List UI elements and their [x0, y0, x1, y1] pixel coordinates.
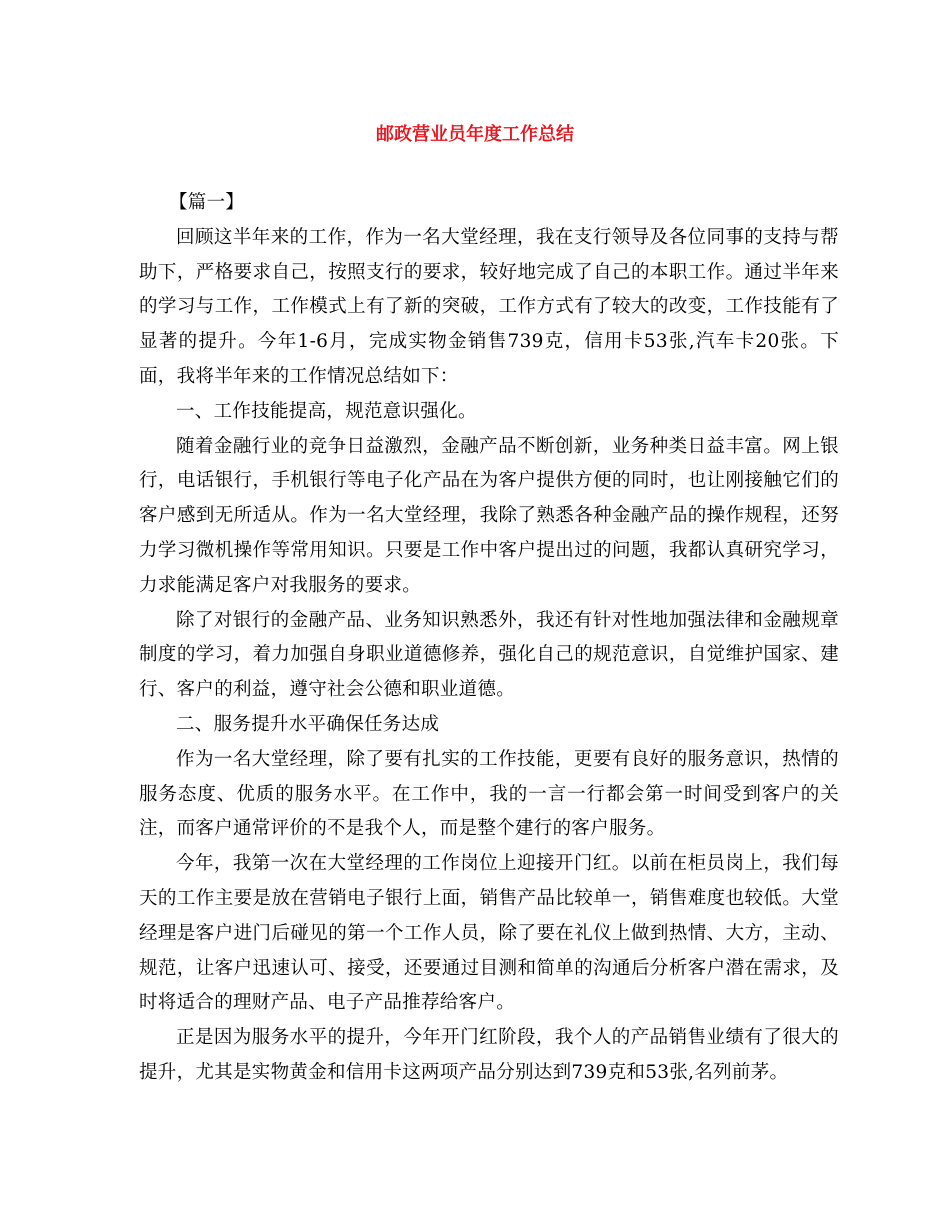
section-heading-1: 一、工作技能提高，规范意识强化。 — [176, 400, 477, 422]
paragraph-results: 正是因为服务水平的提升，今年开门红阶段，我个人的产品销售业绩有了很大的提升，尤其是实物黄金和信用卡这两项产品分别达到739克和53张,名列前茅。 — [139, 1027, 839, 1083]
paragraph-skills: 随着金融行业的竞争日益激烈，金融产品不断创新，业务种类日益丰富。网上银行，电话银行，手机银行等电子化产品在为客户提供方便的同时，也让刚接触它们的客户感到无所适从。作为一名大堂经理，我除了熟悉各种金融产品的操作规程，还努力学习微机操作等常用知识。只要是工作中客户提出过的问题，我都认真研究学习，力求能满足客户对我服务的要求。 — [139, 435, 839, 596]
paragraph-intro: 回顾这半年来的工作，作为一名大堂经理，我在支行领导及各位同事的支持与帮助下，严格要求自己，按照支行的要求，较好地完成了自己的本职工作。通过半年来的学习与工作，工作模式上有了新的突破，工作方式有了较大的改变，工作技能有了显著的提升。今年1-6月，完成实物金销售739克，信用卡53张,汽车卡20张。下面，我将半年来的工作情况总结如下： — [139, 226, 839, 387]
section-heading-2: 二、服务提升水平确保任务达成 — [176, 713, 440, 735]
document-title: 邮政营业员年度工作总结 — [376, 124, 574, 145]
paragraph-opening: 今年，我第一次在大堂经理的工作岗位上迎接开门红。以前在柜员岗上，我们每天的工作主要是放在营销电子银行上面，销售产品比较单一，销售难度也较低。大堂经理是客户进门后碰见的第一个工作人员，除了要在礼仪上做到热情、大方，主动、规范，让客户迅速认可、接受，还要通过目测和简单的沟通后分析客户潜在需求，及时将适合的理财产品、电子产品推荐给客户。 — [139, 853, 839, 1014]
paragraph-service: 作为一名大堂经理，除了要有扎实的工作技能，更要有良好的服务意识，热情的服务态度、优质的服务水平。在工作中，我的一言一行都会第一时间受到客户的关注，而客户通常评价的不是我个人，而是整个建行的客户服务。 — [139, 748, 839, 840]
document-body — [139, 186, 839, 1091]
section-label: 【篇一】 — [169, 192, 245, 213]
paragraph-regulations: 除了对银行的金融产品、业务知识熟悉外，我还有针对性地加强法律和金融规章制度的学习，着力加强自身职业道德修养，强化自己的规范意识，自觉维护国家、建行、客户的利益，遵守社会公德和职业道德。 — [139, 609, 839, 701]
